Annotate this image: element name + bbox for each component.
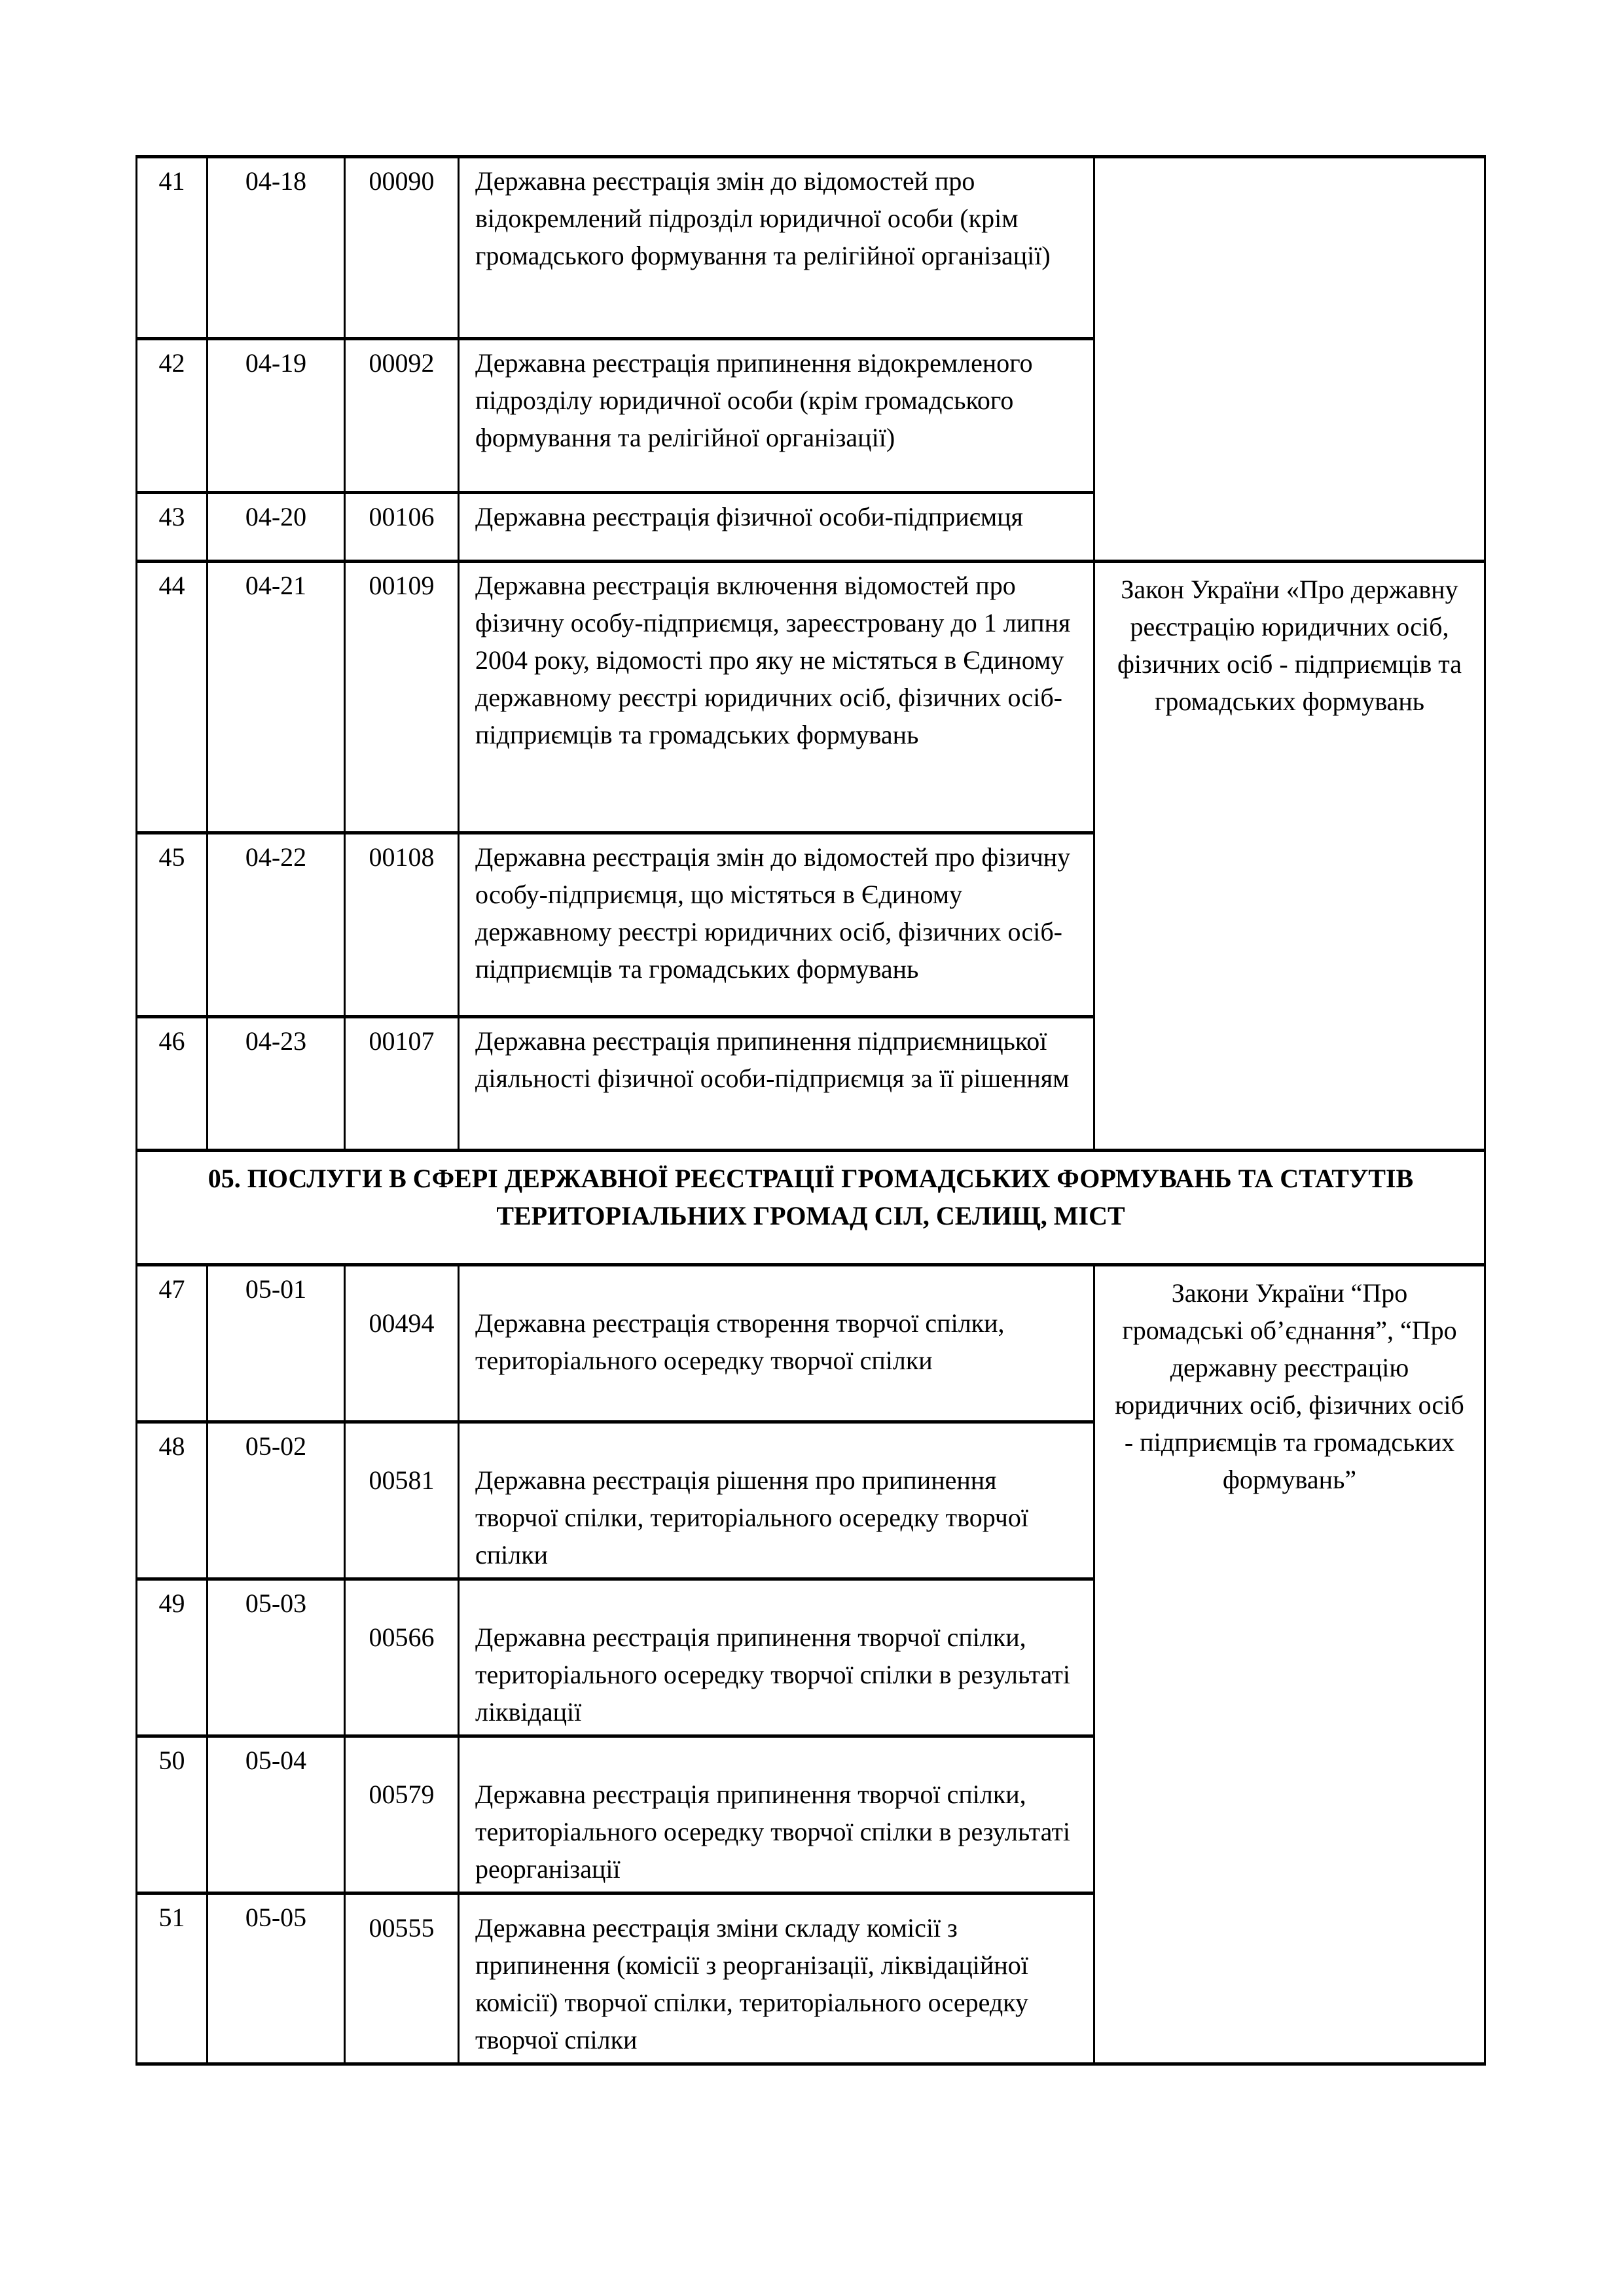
service-code-cell: 00108 [345,833,459,1017]
group-code-cell: 04-22 [208,833,345,1017]
row-number-cell: 46 [137,1017,208,1151]
service-code-cell: 00109 [345,562,459,833]
row-number-cell: 44 [137,562,208,833]
row-number-cell: 45 [137,833,208,1017]
service-code-cell: 00106 [345,493,459,562]
service-code-cell: 00566 [345,1579,459,1736]
group-code-cell: 05-02 [208,1422,345,1579]
service-code-cell: 00555 [345,1893,459,2064]
legal-basis-cell-empty [1094,157,1485,562]
row-number-cell: 48 [137,1422,208,1579]
table-row [137,157,1485,339]
service-code-cell: 00107 [345,1017,459,1151]
service-description-cell: Державна реєстрація припинення творчої спілки, територіального осередку творчої спілки в результаті ліквідації [459,1579,1094,1736]
table-row [137,562,1485,833]
service-description-cell: Державна реєстрація змін до відомостей про відокремлений підрозділ юридичної особи (крім громадського формування та релігійної організації) [459,157,1094,339]
legal-basis-cell: Закони України “Про громадські об’єднання”, “Про державну реєстрацію юридичних осіб, фізичних осіб - підприємців та громадських формувань” [1094,1265,1485,2064]
row-number-cell: 43 [137,493,208,562]
section-header-row [137,1151,1485,1265]
row-number-cell: 42 [137,339,208,493]
service-code-cell: 00092 [345,339,459,493]
table-row [137,1265,1485,1422]
service-description-cell: Державна реєстрація рішення про припинення творчої спілки, територіального осередку творчої спілки [459,1422,1094,1579]
group-code-cell: 04-20 [208,493,345,562]
service-code-cell: 00579 [345,1736,459,1893]
legal-basis-cell: Закон України «Про державну реєстрацію юридичних осіб, фізичних осіб - підприємців та громадських формувань [1094,562,1485,1151]
group-code-cell: 04-21 [208,562,345,833]
row-number-cell: 47 [137,1265,208,1422]
group-code-cell: 04-19 [208,339,345,493]
group-code-cell: 05-04 [208,1736,345,1893]
service-description-cell: Державна реєстрація змін до відомостей про фізичну особу-підприємця, що містяться в Єдиному державному реєстрі юридичних осіб, фізичних осіб-підприємців та громадських формувань [459,833,1094,1017]
service-description-cell: Державна реєстрація зміни складу комісії з припинення (комісії з реорганізації, ліквідаційної комісії) творчої спілки, територіального осередку творчої спілки [459,1893,1094,2064]
row-number-cell: 41 [137,157,208,339]
group-code-cell: 05-03 [208,1579,345,1736]
service-code-cell: 00494 [345,1265,459,1422]
service-description-cell: Державна реєстрація фізичної особи-підприємця [459,493,1094,562]
row-number-cell: 51 [137,1893,208,2064]
service-description-cell: Державна реєстрація припинення підприємницької діяльності фізичної особи-підприємця за її рішенням [459,1017,1094,1151]
service-description-cell: Державна реєстрація припинення відокремленого підрозділу юридичної особи (крім громадського формування та релігійної організації) [459,339,1094,493]
services-table [135,155,1486,2066]
row-number-cell: 50 [137,1736,208,1893]
service-description-cell: Державна реєстрація припинення творчої спілки, територіального осередку творчої спілки в результаті реорганізації [459,1736,1094,1893]
service-description-cell: Державна реєстрація включення відомостей про фізичну особу-підприємця, зареєстровану до 1 липня 2004 року, відомості про яку не містяться в Єдиному державному реєстрі юридичних осіб, фізичних осіб-підприємців та громадських формувань [459,562,1094,833]
group-code-cell: 04-18 [208,157,345,339]
row-number-cell: 49 [137,1579,208,1736]
group-code-cell: 05-05 [208,1893,345,2064]
service-code-cell: 00090 [345,157,459,339]
group-code-cell: 04-23 [208,1017,345,1151]
group-code-cell: 05-01 [208,1265,345,1422]
section-header: 05. ПОСЛУГИ В СФЕРІ ДЕРЖАВНОЇ РЕЄСТРАЦІЇ ГРОМАДСЬКИХ ФОРМУВАНЬ ТА СТАТУТІВ ТЕРИТОРІАЛЬНИХ ГРОМАД СІЛ, СЕЛИЩ, МІСТ [137,1151,1485,1265]
service-code-cell: 00581 [345,1422,459,1579]
service-description-cell: Державна реєстрація створення творчої спілки, територіального осередку творчої спілки [459,1265,1094,1422]
